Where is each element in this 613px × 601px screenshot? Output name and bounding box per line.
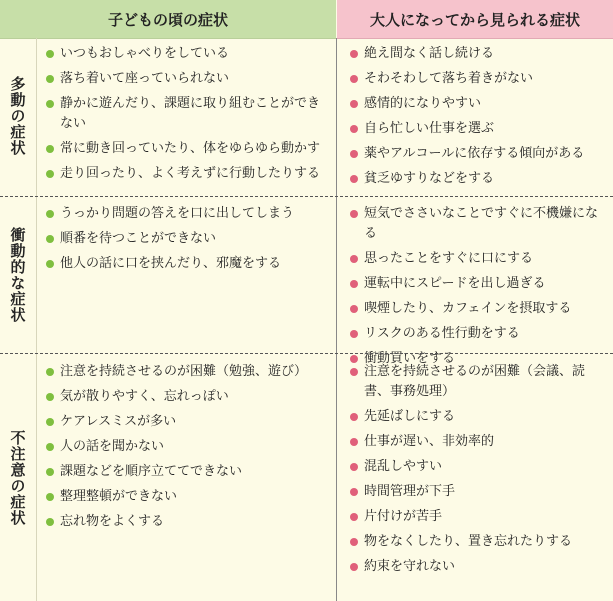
bullet-icon <box>46 468 54 476</box>
list-item: 短気でささいなことですぐに不機嫌になる <box>350 204 608 244</box>
bullet-icon <box>350 50 358 58</box>
list-item: リスクのある性行動をする <box>350 324 608 344</box>
list-item: 注意を持続させるのが困難（会議、読書、事務処理） <box>350 362 608 402</box>
bullet-icon <box>350 438 358 446</box>
list-item: 絶え間なく話し続ける <box>350 44 608 64</box>
row-separator <box>0 196 613 197</box>
hyperactivity-adult-list <box>350 44 608 194</box>
bullet-icon <box>350 280 358 288</box>
list-item: 他人の話に口を挟んだり、邪魔をする <box>46 254 330 274</box>
list-item: ケアレスミスが多い <box>46 412 330 432</box>
bullet-icon <box>46 418 54 426</box>
column-divider <box>336 38 337 601</box>
list-item: 人の話を聞かない <box>46 437 330 457</box>
row-separator <box>0 353 613 354</box>
bullet-icon <box>350 330 358 338</box>
list-item: 思ったことをすぐに口にする <box>350 249 608 269</box>
bullet-icon <box>46 368 54 376</box>
list-item: 混乱しやすい <box>350 457 608 477</box>
list-item: 忘れ物をよくする <box>46 512 330 532</box>
list-item: 運転中にスピードを出し過ぎる <box>350 274 608 294</box>
list-item: 仕事が遅い、非効率的 <box>350 432 608 452</box>
list-item: そわそわして落ち着きがない <box>350 69 608 89</box>
list-item: 気が散りやすく、忘れっぽい <box>46 387 330 407</box>
list-item: 約束を守れない <box>350 557 608 577</box>
bullet-icon <box>350 150 358 158</box>
impulsivity-child-list <box>46 204 330 279</box>
list-item: 貧乏ゆすりなどをする <box>350 169 608 189</box>
row-label-impulsivity: 衝動的な症状 <box>8 226 27 323</box>
bullet-icon <box>350 488 358 496</box>
bullet-icon <box>46 50 54 58</box>
bullet-icon <box>46 235 54 243</box>
inattention-child-list <box>46 362 330 537</box>
bullet-icon <box>46 518 54 526</box>
list-item: 薬やアルコールに依存する傾向がある <box>350 144 608 164</box>
list-item: 走り回ったり、よく考えずに行動したりする <box>46 164 330 184</box>
impulsivity-adult-list <box>350 204 608 374</box>
bullet-icon <box>46 145 54 153</box>
list-item: うっかり問題の答えを口に出してしまう <box>46 204 330 224</box>
bullet-icon <box>350 538 358 546</box>
bullet-icon <box>46 443 54 451</box>
list-item: 先延ばしにする <box>350 407 608 427</box>
bullet-icon <box>46 493 54 501</box>
list-item: 静かに遊んだり、課題に取り組むことができない <box>46 94 330 134</box>
bullet-icon <box>350 305 358 313</box>
bullet-icon <box>350 175 358 183</box>
header-child-label: 子どもの頃の症状 <box>107 10 228 29</box>
bullet-icon <box>350 125 358 133</box>
label-column-divider <box>36 38 37 601</box>
bullet-icon <box>350 255 358 263</box>
bullet-icon <box>46 393 54 401</box>
header-child-symptoms <box>0 0 336 39</box>
hyperactivity-child-list <box>46 44 330 189</box>
list-item: 物をなくしたり、置き忘れたりする <box>350 532 608 552</box>
bullet-icon <box>350 413 358 421</box>
list-item: 時間管理が下手 <box>350 482 608 502</box>
list-item: 順番を待つことができない <box>46 229 330 249</box>
list-item: 喫煙したり、カフェインを摂取する <box>350 299 608 319</box>
list-item: 片付けが苦手 <box>350 507 608 527</box>
header-adult-label: 大人になってから見られる症状 <box>369 10 580 29</box>
bullet-icon <box>350 463 358 471</box>
bullet-icon <box>46 170 54 178</box>
bullet-icon <box>46 100 54 108</box>
list-item: 自ら忙しい仕事を選ぶ <box>350 119 608 139</box>
bullet-icon <box>46 210 54 218</box>
bullet-icon <box>350 368 358 376</box>
inattention-adult-list <box>350 362 608 582</box>
bullet-icon <box>350 100 358 108</box>
bullet-icon <box>46 75 54 83</box>
bullet-icon <box>46 260 54 268</box>
bullet-icon <box>350 75 358 83</box>
list-item: 常に動き回っていたり、体をゆらゆら動かす <box>46 139 330 159</box>
list-item: いつもおしゃべりをしている <box>46 44 330 64</box>
list-item: 注意を持続させるのが困難（勉強、遊び） <box>46 362 330 382</box>
list-item: 課題などを順序立ててできない <box>46 462 330 482</box>
bullet-icon <box>350 563 358 571</box>
row-label-inattention: 不注意の症状 <box>8 429 27 526</box>
list-item: 落ち着いて座っていられない <box>46 69 330 89</box>
row-label-hyperactivity: 多動の症状 <box>8 76 27 156</box>
list-item: 感情的になりやすい <box>350 94 608 114</box>
header-adult-symptoms <box>337 0 613 39</box>
list-item: 衝動買いをする <box>350 349 608 369</box>
list-item: 整理整頓ができない <box>46 487 330 507</box>
bullet-icon <box>350 210 358 218</box>
bullet-icon <box>350 513 358 521</box>
